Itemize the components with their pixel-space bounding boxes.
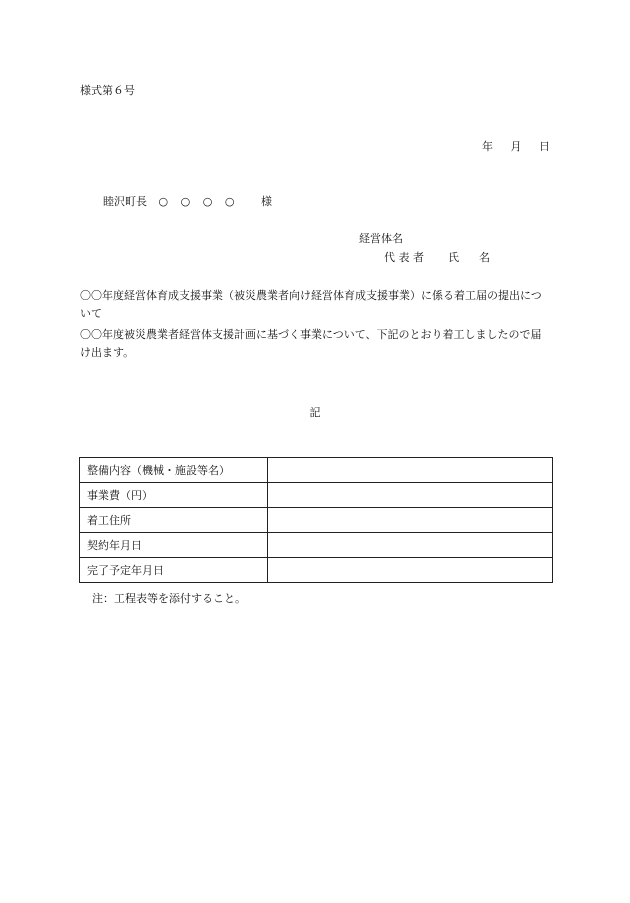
date-line [470, 138, 550, 154]
placeholder-circle: ○ [202, 195, 213, 208]
placeholder-circle: ○ [180, 195, 191, 208]
addressee-name: 睦沢町長 [103, 195, 147, 208]
row-value [268, 533, 553, 558]
form-number: 様式第６号 [80, 84, 135, 97]
row-label: 事業費（円） [80, 483, 268, 508]
row-value [268, 558, 553, 583]
row-value [268, 483, 553, 508]
representative-line [384, 249, 490, 265]
name-placeholder [159, 195, 247, 208]
entity-name-label: 経営体名 [359, 232, 403, 245]
row-value [268, 508, 553, 533]
name-label-second: 名 [479, 251, 490, 264]
ki-heading: 記 [309, 406, 321, 419]
body-text: 〇〇年度被災農業者経営体支援計画に基づく事業について、下記のとおり着工しましたので届け出ます。 [80, 328, 542, 359]
placeholder-circle: ○ [224, 195, 235, 208]
row-label: 完了予定年月日 [80, 558, 268, 583]
note: 注：工程表等を添付すること。 [92, 592, 246, 605]
date-day: 日 [539, 140, 550, 153]
row-label: 契約年月日 [80, 533, 268, 558]
honorific: 様 [260, 195, 272, 208]
details-table [79, 457, 553, 583]
table-row [80, 483, 553, 508]
table-row [80, 458, 553, 483]
row-label: 整備内容（機械・施設等名） [80, 458, 268, 483]
addressee [103, 193, 272, 209]
name-label-first: 氏 [448, 251, 459, 264]
row-label: 着工住所 [80, 508, 268, 533]
subject: 〇〇年度経営体育成支援事業（被災農業者向け経営体育成支援事業）に係る着工届の提出について [80, 289, 542, 320]
date-year: 年 [482, 140, 493, 153]
table-row [80, 533, 553, 558]
date-month: 月 [510, 140, 522, 153]
placeholder-circle: ○ [158, 195, 169, 208]
table-row [80, 558, 553, 583]
representative-label: 代 表 者 [384, 251, 424, 264]
table-row [80, 508, 553, 533]
row-value [268, 458, 553, 483]
